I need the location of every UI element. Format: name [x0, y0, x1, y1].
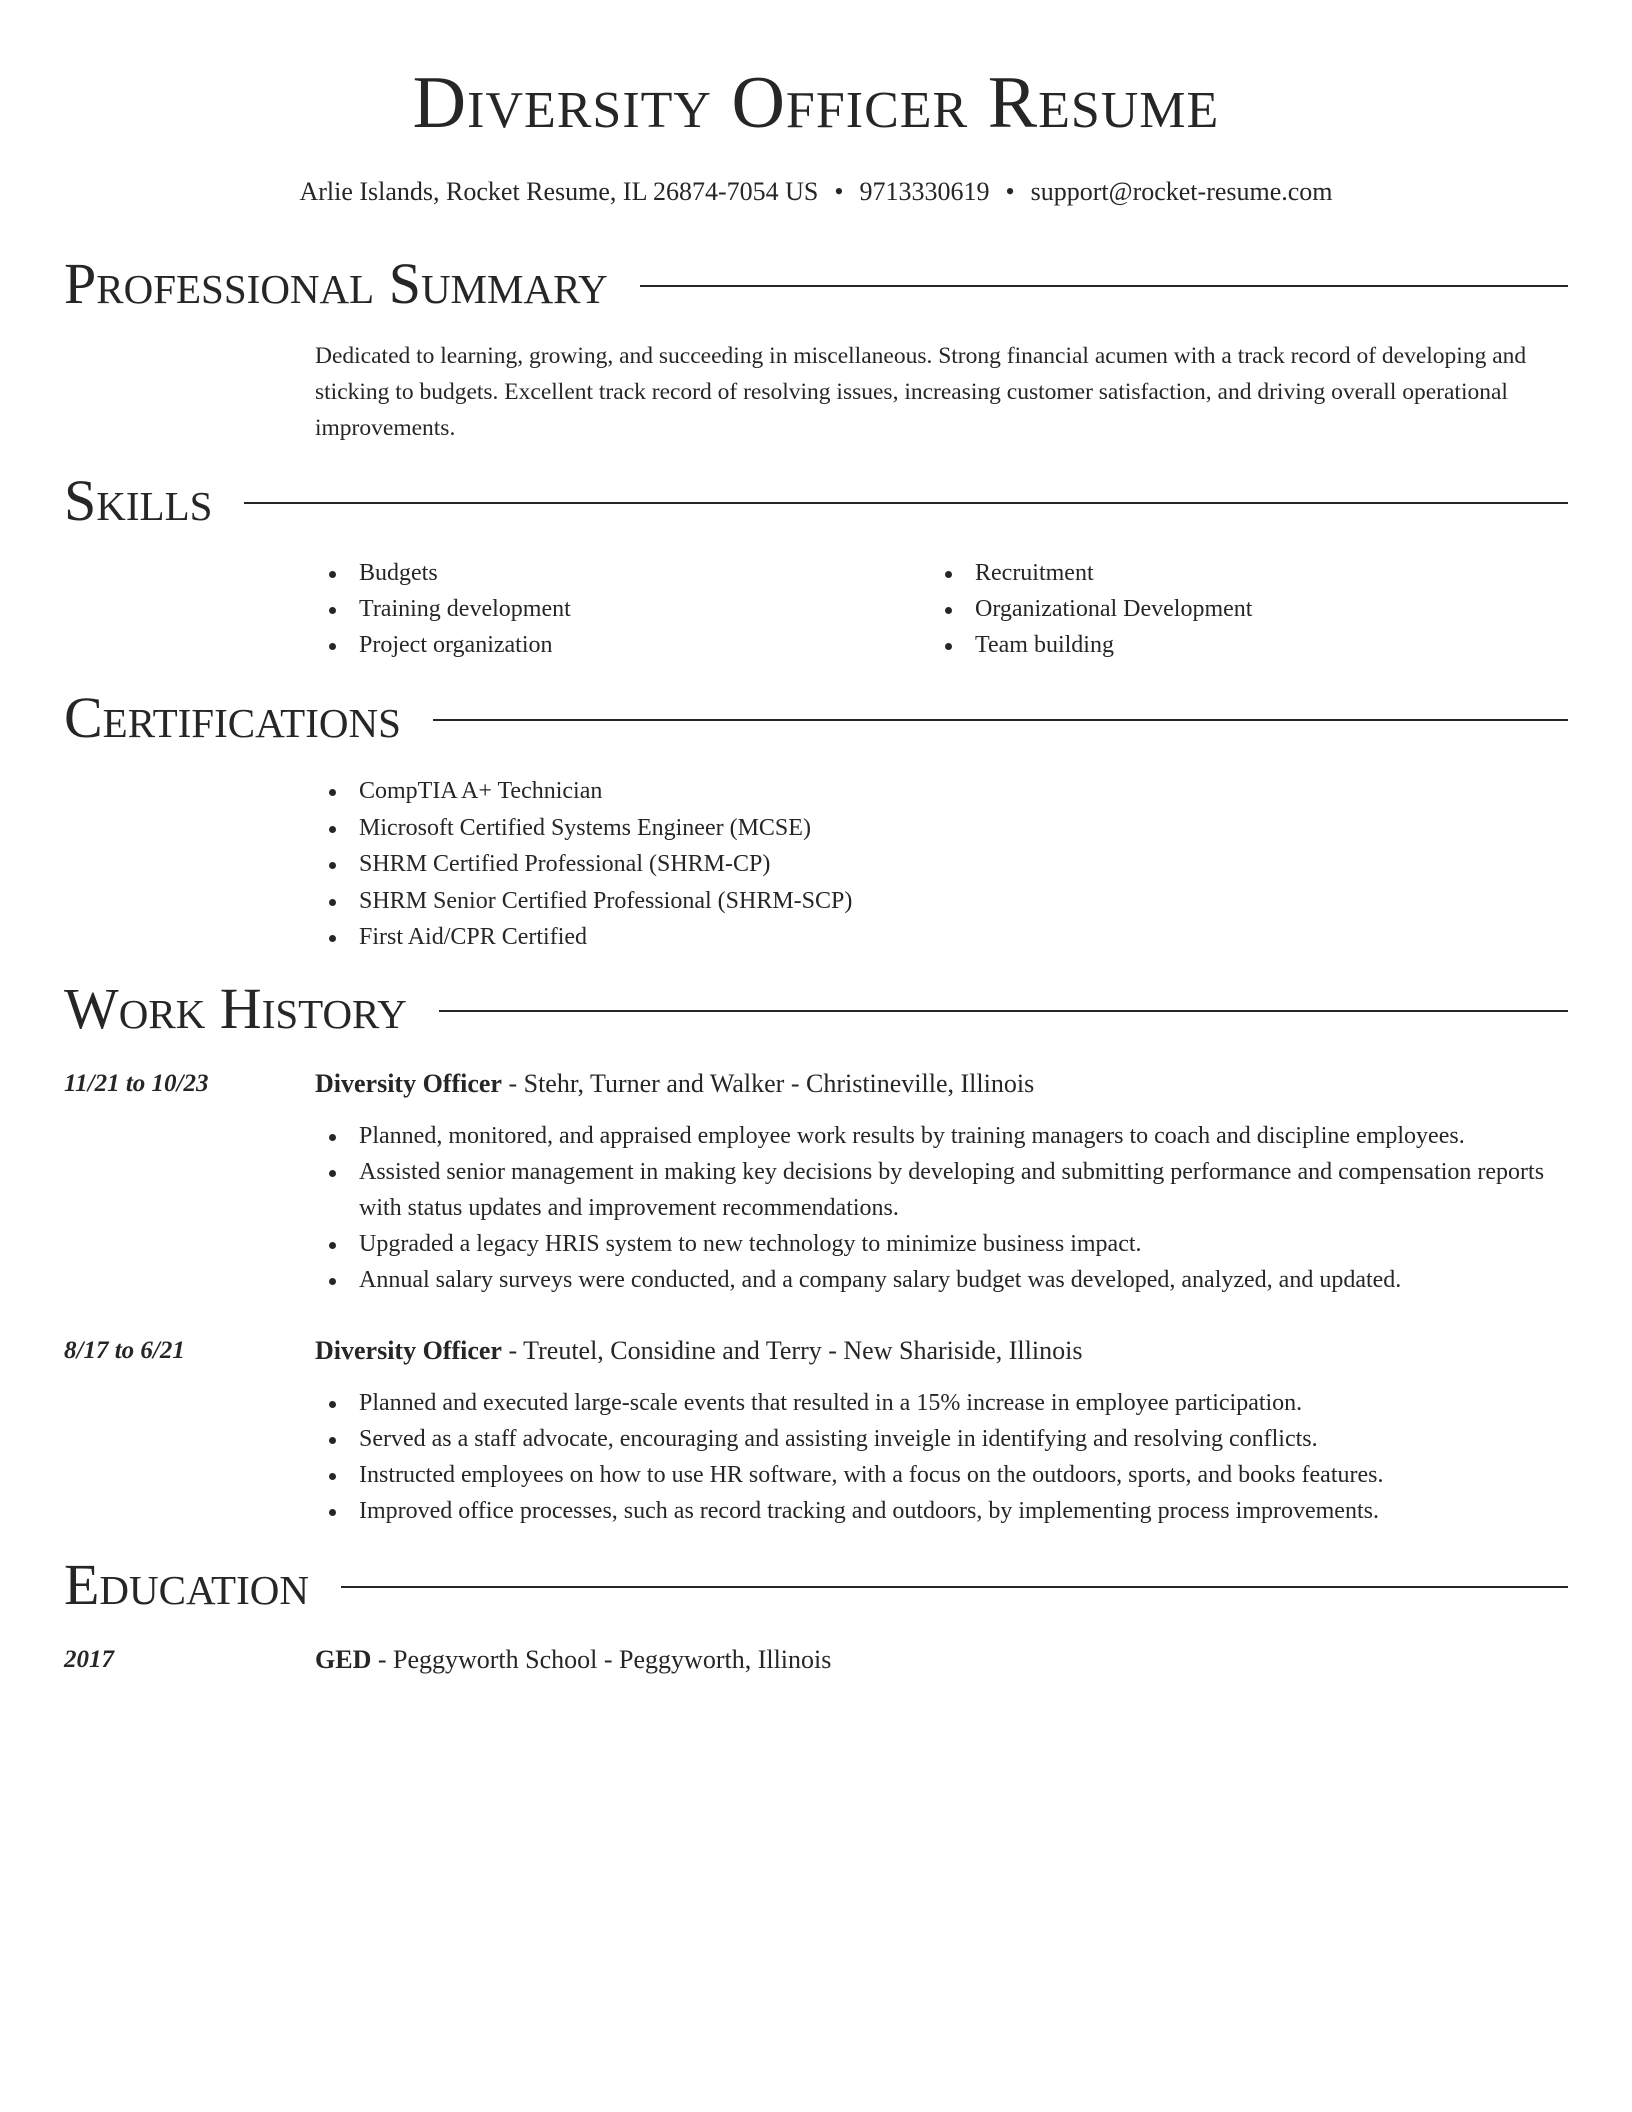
skill-item: Team building: [931, 627, 1531, 663]
section-title-certifications: Certifications: [64, 685, 401, 750]
skills-list-left: [315, 555, 915, 663]
section-divider: [640, 285, 1568, 287]
education-year: 2017: [64, 1646, 114, 1673]
section-header-education: [64, 1550, 1568, 1620]
section-title-skills: Skills: [64, 468, 213, 533]
contact-line: [0, 174, 1632, 210]
job-details: - Treutel, Considine and Terry - New Shariside, Illinois: [501, 1336, 1083, 1365]
skills-list-right: [931, 555, 1531, 663]
job-bullet: Planned and executed large-scale events that resulted in a 15% increase in employee participation.: [315, 1385, 1568, 1421]
job-bullet: Improved office processes, such as record tracking and outdoors, by implementing process improvements.: [315, 1493, 1568, 1529]
section-header-skills: [64, 466, 1568, 536]
job-bullet: Upgraded a legacy HRIS system to new technology to minimize business impact.: [315, 1226, 1568, 1262]
section-title-summary: Professional Summary: [64, 251, 608, 316]
job-dates: 8/17 to 6/21: [64, 1337, 185, 1364]
skill-item: Budgets: [315, 555, 915, 591]
section-header-summary: [64, 249, 1568, 319]
job-bullet: Instructed employees on how to use HR software, with a focus on the outdoors, sports, and books features.: [315, 1457, 1568, 1493]
certification-item: Microsoft Certified Systems Engineer (MCSE): [315, 810, 1515, 846]
job-bullet: Served as a staff advocate, encouraging and assisting inveigle in identifying and resolving conflicts.: [315, 1421, 1568, 1457]
contact-email: support@rocket-resume.com: [1030, 177, 1333, 206]
summary-text: Dedicated to learning, growing, and succeeding in miscellaneous. Strong financial acumen with a track record of developing and sticking to budgets. Excellent track record of resolving issues, increasing customer satisfaction, and driving overall operational improvements.: [315, 343, 1527, 441]
resume-title: Diversity Officer Resume: [412, 62, 1220, 144]
section-divider: [439, 1010, 1568, 1012]
certification-item: SHRM Certified Professional (SHRM-CP): [315, 846, 1515, 882]
job-dates: 11/21 to 10/23: [64, 1070, 209, 1097]
contact-phone: 9713330619: [859, 177, 990, 206]
job-title: Diversity Officer: [315, 1336, 502, 1365]
skill-item: Recruitment: [931, 555, 1531, 591]
certification-item: SHRM Senior Certified Professional (SHRM-SCP): [315, 883, 1515, 919]
certifications-list: [315, 773, 1515, 956]
contact-separator: •: [834, 177, 844, 206]
education-details: - Peggyworth School - Peggyworth, Illinois: [371, 1645, 832, 1674]
section-header-work: [64, 974, 1568, 1044]
job-heading: [315, 1066, 1568, 1102]
section-divider: [244, 502, 1568, 504]
contact-separator: •: [1005, 177, 1015, 206]
skill-item: Organizational Development: [931, 591, 1531, 627]
job-bullets: [315, 1385, 1568, 1529]
education-degree: GED: [315, 1645, 372, 1674]
education-heading: [315, 1642, 1568, 1678]
skill-item: Project organization: [315, 627, 915, 663]
section-title-work: Work History: [64, 976, 407, 1041]
job-bullet: Annual salary surveys were conducted, and a company salary budget was developed, analyzed, and updated.: [315, 1262, 1568, 1298]
certification-item: CompTIA A+ Technician: [315, 773, 1515, 809]
section-divider: [433, 719, 1568, 721]
job-heading: [315, 1333, 1568, 1369]
job-details: - Stehr, Turner and Walker - Christineville, Illinois: [501, 1069, 1035, 1098]
certification-item: First Aid/CPR Certified: [315, 919, 1515, 955]
section-header-certifications: [64, 683, 1568, 753]
job-title: Diversity Officer: [315, 1069, 502, 1098]
section-title-education: Education: [64, 1552, 309, 1617]
skill-item: Training development: [315, 591, 915, 627]
contact-address: Arlie Islands, Rocket Resume, IL 26874-7054 US: [299, 177, 819, 206]
job-bullet: Planned, monitored, and appraised employee work results by training managers to coach and discipline employees.: [315, 1118, 1568, 1154]
section-divider: [341, 1586, 1568, 1588]
job-bullets: [315, 1118, 1568, 1298]
job-bullet: Assisted senior management in making key decisions by developing and submitting performance and compensation reports with status updates and improvement recommendations.: [315, 1154, 1568, 1226]
